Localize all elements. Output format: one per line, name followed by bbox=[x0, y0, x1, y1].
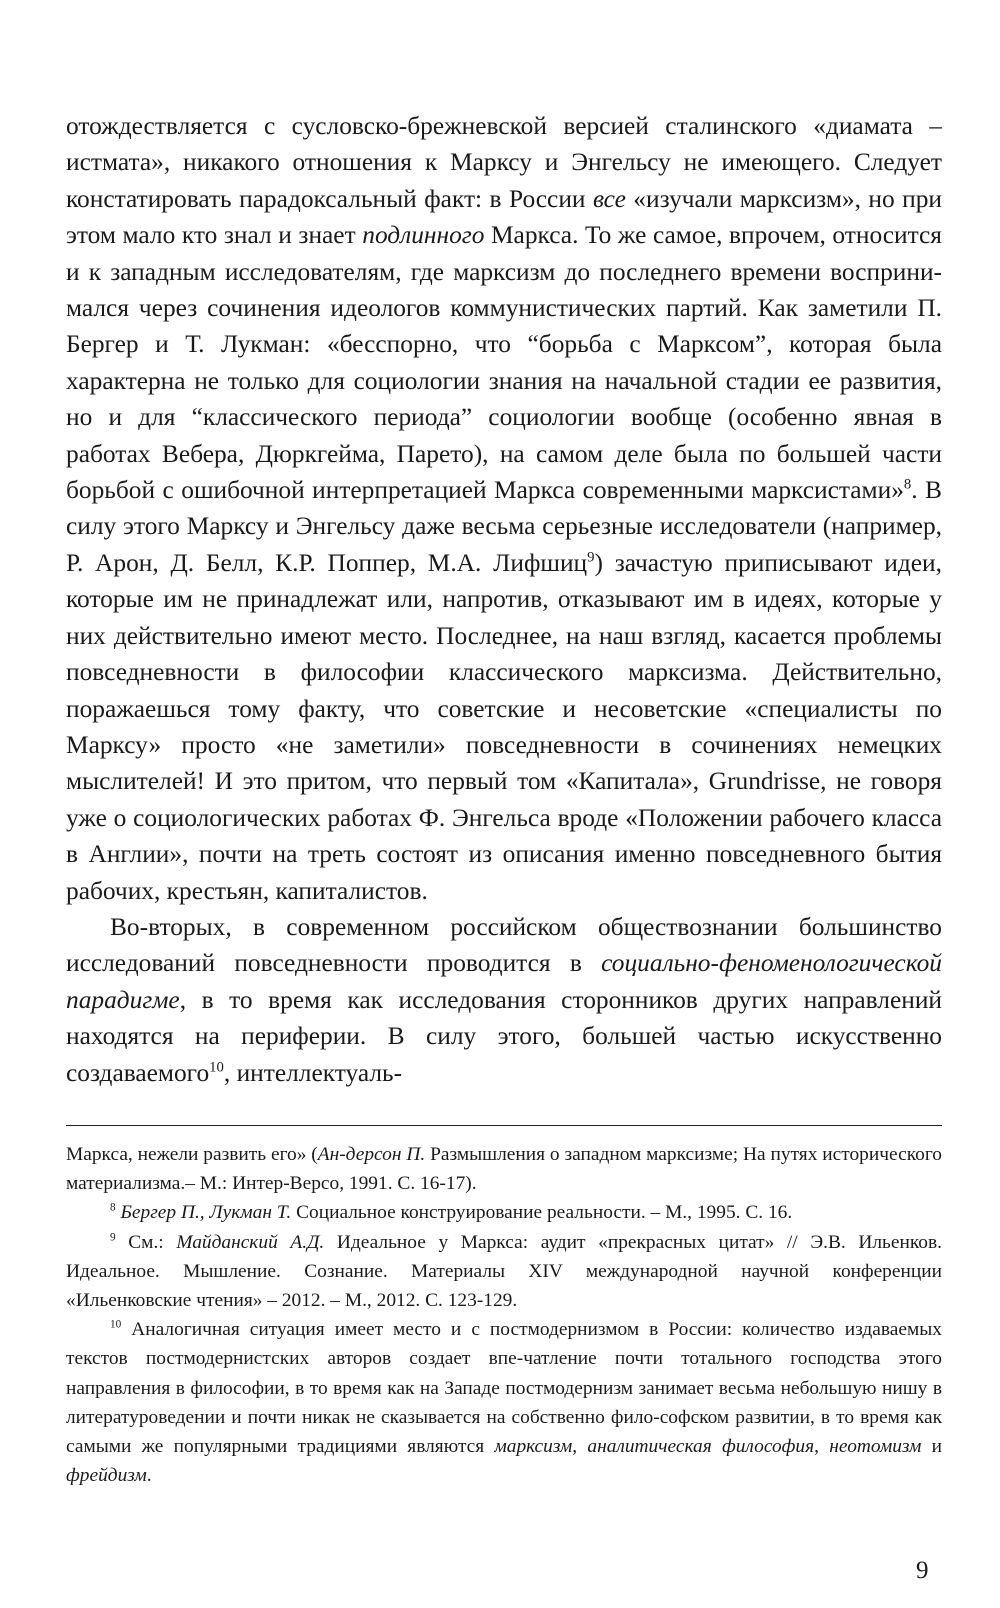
text-run: «изучали марксизм», но при этом мало кто знал и знает bbox=[66, 184, 942, 250]
text-run: , интеллектуаль- bbox=[223, 1058, 403, 1087]
text-run: Во-вторых, в современном российском обществознании большинство исследований повседневности проводится в bbox=[66, 912, 942, 978]
footnote-marker: 8 bbox=[110, 1201, 116, 1214]
italic-run: подлинного bbox=[362, 221, 485, 250]
text-run: Социальное конструирование реальности. – М., 1995. С. 16. bbox=[291, 1202, 793, 1224]
text-run: , bbox=[572, 1436, 588, 1458]
text-run: отождествляется с сусловско-брежневской версией сталинского «диамата – истмата», никакого отношения к Марксу и Энгельсу не имеющего. Следует констатировать парадоксальный факт: в России bbox=[66, 112, 942, 213]
text-run: . bbox=[146, 1465, 152, 1487]
paragraph-2 bbox=[66, 909, 942, 1091]
italic-run: социально-феноменологической парадигме bbox=[66, 949, 942, 1014]
text-run: Аналогичная ситуация имеет место и с постмодернизмом в России: количество издаваемых текстов постмодернистских авторов создает впе-чатление почти тотального господства этого направления в философии, в то время как на Западе постмодернизм занимает весьма небольшую нишу в литературоведении и почти никак не сказывается на собственно фило-софском развитии, в то время как самыми же популярными традициями являются bbox=[66, 1319, 942, 1458]
text-run: Маркса. То же самое, впрочем, относится и к западным исследователям, где марксизм до последнего времени воспринимался через сочинения идеологов коммунистических партий. Как заметили П. Бергер и Т. Лукман: «бесспорно, что “борьба с Марксом”, которая была характерна не только для социологии знания на начальной стадии ее развития, но и для “классического периода” социологии вообще (особенно явная в работах Вебера, Дюркгейма, Парето), на самом деле была по большей части борьбой с ошибочной интерпретацией Маркса современными марксистами» bbox=[66, 221, 942, 505]
footnotes bbox=[66, 1140, 942, 1490]
footnote-separator bbox=[66, 1125, 942, 1126]
footnote-7-continuation bbox=[66, 1140, 942, 1198]
italic-run: Майданский А.Д. bbox=[176, 1231, 325, 1253]
page-body bbox=[66, 108, 942, 1091]
italic-run: марксизм bbox=[494, 1436, 573, 1458]
italic-run: неотомизм bbox=[829, 1436, 922, 1458]
footnote-marker: 10 bbox=[110, 1318, 122, 1331]
page-number: 9 bbox=[916, 1557, 929, 1584]
footnote-ref-9[interactable]: 9 bbox=[587, 549, 595, 566]
footnote-10 bbox=[66, 1315, 942, 1490]
text-run: , в то время как исследования сторонников других направлений находятся на периферии. В силу этого, большей частью искусственно создаваемого bbox=[66, 985, 942, 1087]
text-run: Идеальное у Маркса: аудит «прекрасных цитат» // Э.В. Ильенков. Идеальное. Мышление. Сознание. Материалы XIV международной научной конференции «Ильенковские чтения» – 2012. – М., 2012. С. 123-129. bbox=[66, 1231, 943, 1312]
text-run: , bbox=[814, 1436, 830, 1458]
text-run: Маркса, нежели развить его» ( bbox=[66, 1144, 318, 1165]
text-run: См.: bbox=[115, 1231, 177, 1253]
paragraph-1 bbox=[66, 108, 942, 909]
footnote-ref-8[interactable]: 8 bbox=[903, 476, 912, 493]
italic-run: Ан-дерсон П. bbox=[317, 1144, 426, 1165]
main-text bbox=[66, 108, 942, 1091]
footnote-9 bbox=[66, 1228, 942, 1316]
italic-run: аналитическая философия bbox=[587, 1436, 815, 1458]
italic-run: фрейдизм bbox=[66, 1465, 147, 1487]
text-run: Размышления о западном марксизме; На путях исторического материализма.– М.: Интер-Версо, 1991. С. 16-17). bbox=[66, 1144, 942, 1195]
text-run: . В силу этого Марксу и Энгельсу даже весьма серьезные исследователи (например, Р. Арон, Д. Белл, К.Р. Поппер, М.А. Лифшиц bbox=[66, 476, 942, 577]
text-run: ) зачастую приписывают идеи, которые им не принадлежат или, напротив, отказывают им в идеях, которые у них действительно имеют место. Последнее, на наш взгляд, касается проблемы повседневности в философии классического марксизма. Действительно, поражаешься тому факту, что советские и несоветские «специалисты по Марксу» просто «не заметили» повседневности в сочинениях немецких мыслителей! И это притом, что первый том «Капитала», Grundrisse, не говоря уже о социологических работах Ф. Энгельса вроде «Положении рабочего класса в Англии», почти на треть состоят из описания именно повседневного бытия рабочих, крестьян, капиталистов. bbox=[66, 548, 942, 905]
footnote-ref-10[interactable]: 10 bbox=[209, 1059, 224, 1076]
italic-run: Бергер П., Лукман Т. bbox=[120, 1202, 292, 1224]
text-run: и bbox=[921, 1436, 942, 1458]
footnote-8 bbox=[66, 1198, 942, 1227]
footnote-marker: 9 bbox=[110, 1231, 116, 1244]
italic-run: все bbox=[592, 184, 626, 213]
